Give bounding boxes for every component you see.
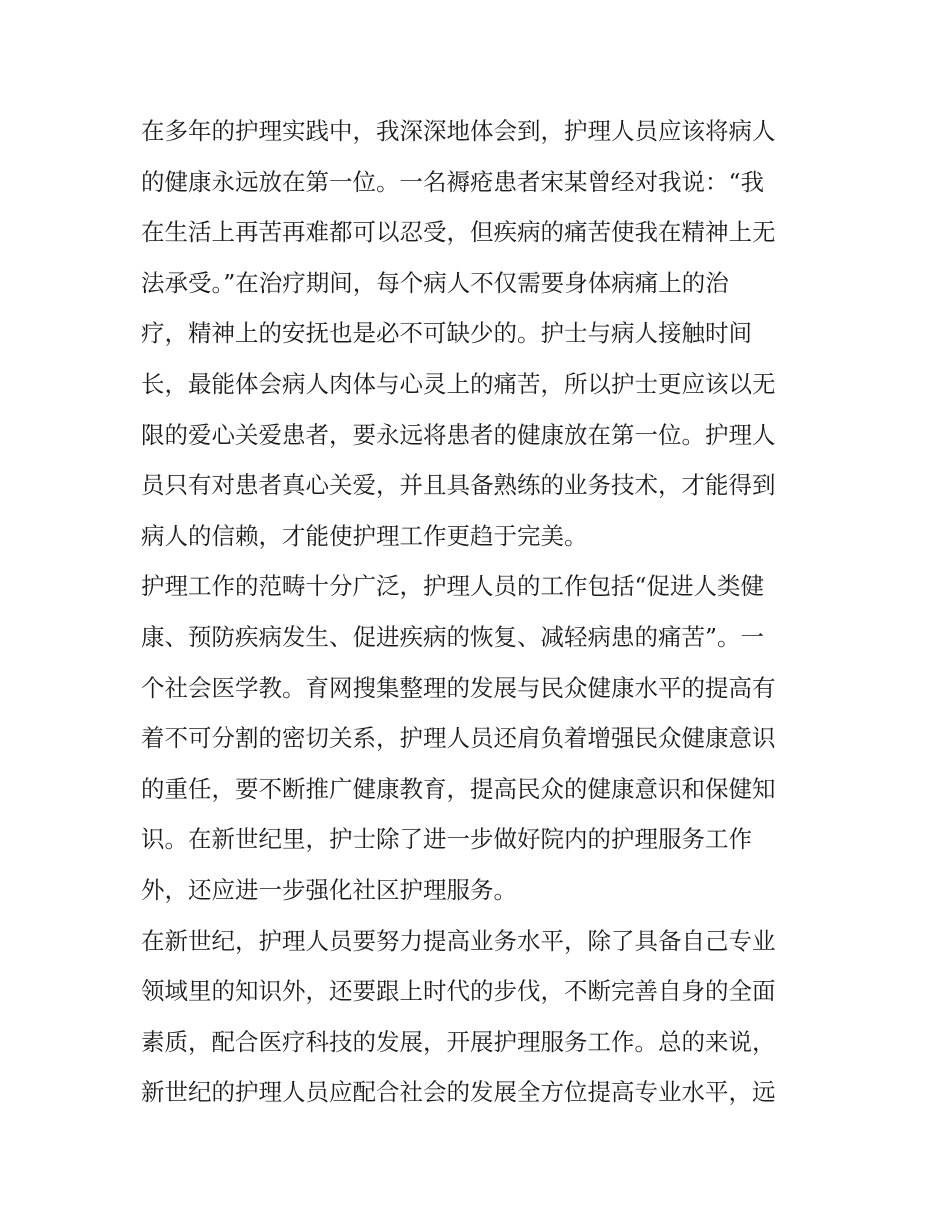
text-line: 在多年的护理实践中，我深深地体会到，护理人员应该将病人 — [141, 117, 776, 145]
text-line: 在生活上再苦再难都可以忍受，但疾病的痛苦使我在精神上无 — [141, 218, 776, 247]
text-line: 新世纪的护理人员应配合社会的发展全方位提高专业水平，远 — [141, 1078, 776, 1107]
text-line: 护理工作的范畴十分广泛，护理人员的工作包括“促进人类健 — [141, 572, 765, 601]
text-line: 员只有对患者真心关爱，并且具备熟练的业务技术，才能得到 — [141, 471, 776, 500]
text-line: 的重任，要不断推广健康教育，提高民众的健康意识和保健知 — [141, 774, 776, 803]
text-line: 着不可分割的密切关系，护理人员还肩负着增强民众健康意识 — [141, 724, 776, 753]
text-line: 个社会医学教。育网搜集整理的发展与民众健康水平的提高有 — [141, 673, 776, 702]
document-body — [141, 106, 821, 1118]
text-line: 素质，配合医疗科技的发展，开展护理服务工作。总的来说， — [141, 1027, 776, 1056]
text-line: 在新世纪，护理人员要努力提高业务水平，除了具备自己专业 — [141, 926, 776, 955]
text-line: 病人的信赖，才能使护理工作更趋于完美。 — [141, 521, 588, 550]
text-line: 法承受。”在治疗期间，每个病人不仅需要身体病痛上的治 — [141, 268, 729, 297]
text-line: 疗，精神上的安抚也是必不可缺少的。护士与病人接触时间 — [141, 319, 752, 348]
text-line: 领域里的知识外，还要跟上时代的步伐，不断完善自身的全面 — [141, 977, 776, 1006]
text-line: 识。在新世纪里，护士除了进一步做好院内的护理服务工作 — [141, 825, 752, 854]
text-line: 的健康永远放在第一位。一名褥疮患者宋某曾经对我说：“我 — [141, 167, 765, 196]
text-line: 外，还应进一步强化社区护理服务。 — [141, 875, 517, 904]
text-line: 限的爱心关爱患者，要永远将患者的健康放在第一位。护理人 — [141, 420, 776, 449]
text-line: 长，最能体会病人肉体与心灵上的痛苦，所以护士更应该以无 — [141, 369, 776, 398]
text-line: 康、预防疾病发生、促进疾病的恢复、减轻病患的痛苦”。一 — [141, 622, 765, 651]
